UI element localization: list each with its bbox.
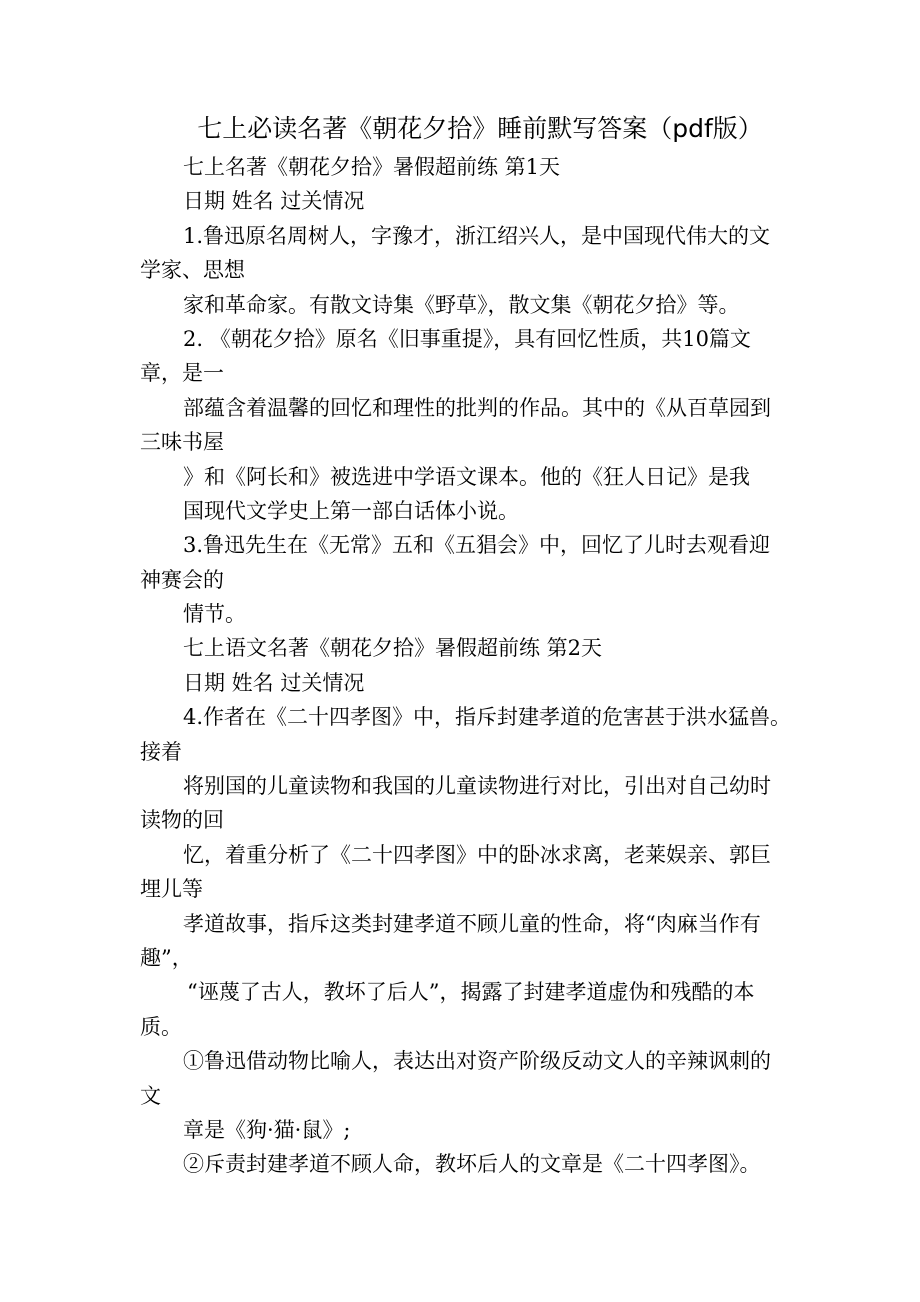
paragraph-line: 3.鲁迅先生在《无常》五和《五猖会》中，回忆了儿时去观看迎 — [183, 533, 771, 558]
paragraph-line: 情节。 — [183, 602, 246, 627]
paragraph-line: 》和《阿长和》被选进中学语文课本。他的《狂人日记》是我 — [183, 464, 750, 489]
paragraph-line: “诬蔑了古人，教坏了后人”，揭露了封建孝道虚伪和残酷的本 — [187, 980, 755, 1005]
document-body — [140, 150, 792, 1182]
paragraph-line: 将别国的儿童读物和我国的儿童读物进行对比，引出对自己幼时 — [183, 774, 771, 799]
paragraph-line: 质。 — [140, 1014, 182, 1039]
paragraph-line: 学家、思想 — [140, 258, 245, 283]
paragraph-line: ②斥责封建孝道不顾人命，教坏后人的文章是《二十四孝图》。 — [183, 1152, 761, 1177]
paragraph-line: 2. 《朝花夕拾》原名《旧事重提》，具有回忆性质，共10篇文 — [183, 326, 751, 351]
paragraph-line: 家和革命家。有散文诗集《野草》，散文集《朝花夕拾》等。 — [183, 292, 740, 317]
paragraph-line: 接着 — [140, 739, 182, 764]
paragraph-line: 埋儿等 — [140, 877, 203, 902]
section-heading-day2: 七上语文名著《朝花夕拾》暑假超前练 第2天 — [183, 636, 603, 661]
section-heading-day1: 七上名著《朝花夕拾》暑假超前练 第1天 — [183, 155, 561, 179]
document-title: 七上必读名著《朝花夕拾》睡前默写答案（pdf版） — [197, 114, 763, 143]
form-fields-line: 日期 姓名 过关情况 — [183, 189, 365, 214]
paragraph-line: 国现代文学史上第一部白话体小说。 — [183, 498, 519, 523]
paragraph-line: 读物的回 — [140, 808, 224, 833]
paragraph-line: 章，是一 — [140, 361, 224, 386]
paragraph-line: 忆，着重分析了《二十四孝图》中的卧冰求离，老莱娱亲、郭巨 — [183, 842, 771, 867]
form-fields-line: 日期 姓名 过关情况 — [183, 670, 365, 695]
paragraph-line: 部蕴含着温馨的回忆和理性的批判的作品。其中的《从百草园到 — [183, 395, 771, 420]
paragraph-line: ①鲁迅借动物比喻人，表达出对资产阶级反动文人的辛辣讽刺的 — [183, 1049, 771, 1074]
paragraph-line: 趣”， — [140, 945, 193, 970]
paragraph-line: 神赛会的 — [140, 567, 224, 592]
paragraph-line: 文 — [140, 1083, 161, 1108]
paragraph-line: 1.鲁迅原名周树人，字豫才，浙江绍兴人，是中国现代伟大的文 — [183, 223, 771, 248]
paragraph-line: 孝道故事，指斥这类封建孝道不顾儿童的性命，将“肉麻当作有 — [183, 911, 761, 936]
paragraph-line: 章是《狗·猫·鼠》; — [183, 1117, 351, 1142]
paragraph-line: 4.作者在《二十四孝图》中，指斥封建孝道的危害甚于洪水猛兽。 — [183, 705, 792, 730]
paragraph-line: 三味书屋 — [140, 430, 224, 455]
